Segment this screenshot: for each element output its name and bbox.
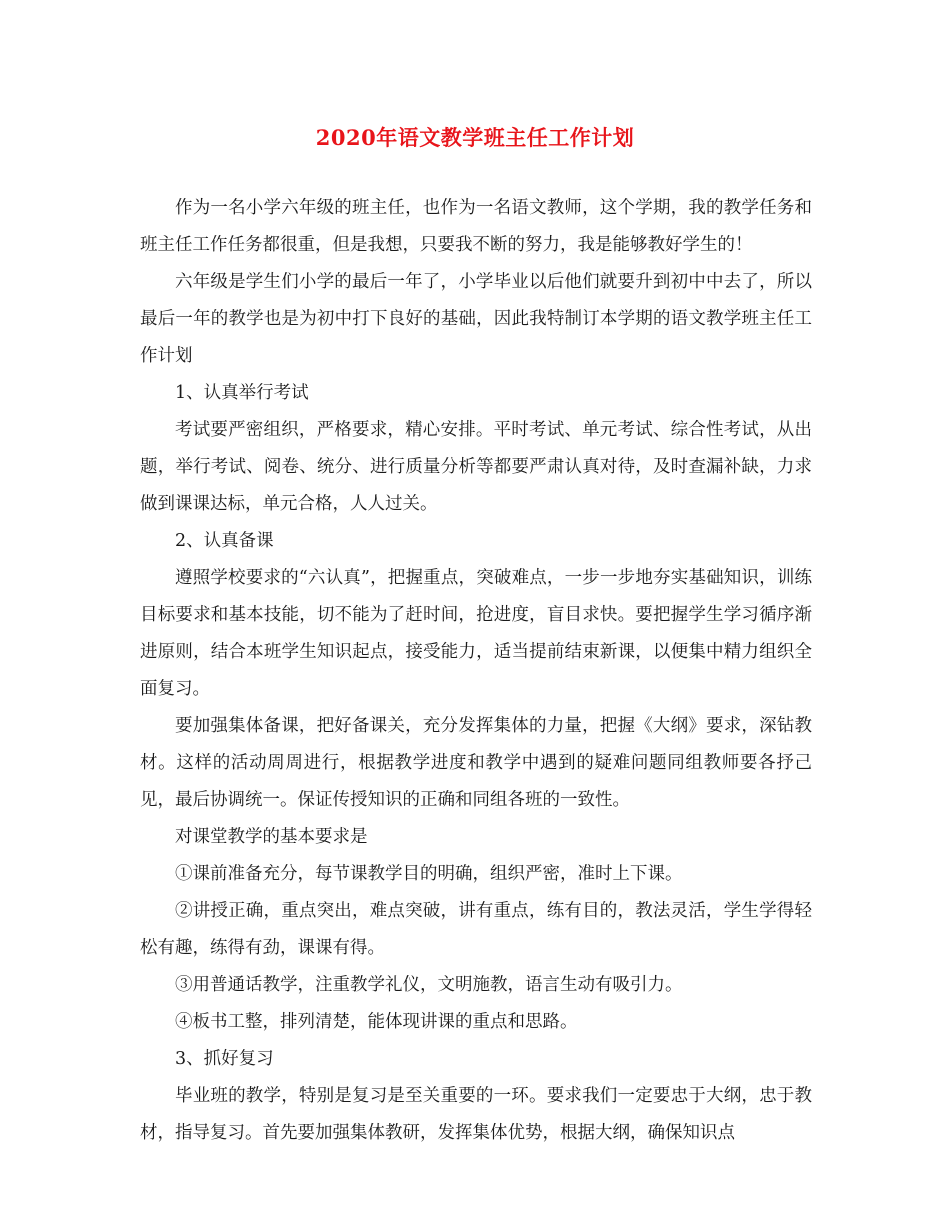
paragraph-intro: 作为一名小学六年级的班主任，也作为一名语文教师，这个学期，我的教学任务和班主任工作任务都很重，但是我想，只要我不断的努力，我是能够教好学生的！ <box>140 198 812 255</box>
list-item-requirement-2: ②讲授正确，重点突出，难点突破，讲有重点，练有目的，教法灵活，学生学得轻松有趣，练得有劲，课课有得。 <box>140 901 812 958</box>
paragraph-collective-prep: 要加强集体备课，把好备课关，充分发挥集体的力量，把握《大纲》要求，深钻教材。这样的活动周周进行，根据教学进度和教学中遇到的疑难问题同组教师要各抒己见，最后协调统一。保证传授知识的正确和同组各班的一致性。 <box>140 716 812 810</box>
section-heading-exams: 1、认真举行考试 <box>175 383 309 403</box>
list-item-requirement-4: ④板书工整，排列清楚，能体现讲课的重点和思路。 <box>175 1012 578 1032</box>
document-body <box>140 190 812 1152</box>
paragraph-lesson-prep: 遵照学校要求的“六认真”，把握重点，突破难点，一步一步地夯实基础知识，训练目标要求和基本技能，切不能为了赶时间，抢进度，盲目求快。要把握学生学习循序渐进原则，结合本班学生知识起点，接受能力，适当提前结束新课，以便集中精力组织全面复习。 <box>140 568 812 699</box>
section-heading-review: 3、抓好复习 <box>175 1049 274 1069</box>
paragraph-classroom-requirements: 对课堂教学的基本要求是 <box>175 827 368 847</box>
list-item-requirement-3: ③用普通话教学，注重教学礼仪，文明施教，语言生动有吸引力。 <box>175 975 683 995</box>
paragraph-background: 六年级是学生们小学的最后一年了，小学毕业以后他们就要升到初中中去了，所以最后一年的教学也是为初中打下良好的基础，因此我特制订本学期的语文教学班主任工作计划 <box>140 272 812 366</box>
paragraph-review: 毕业班的教学，特别是复习是至关重要的一环。要求我们一定要忠于大纲，忠于教材，指导复习。首先要加强集体教研，发挥集体优势，根据大纲，确保知识点 <box>140 1086 812 1143</box>
paragraph-exams: 考试要严密组织，严格要求，精心安排。平时考试、单元考试、综合性考试，从出题，举行考试、阅卷、统分、进行质量分析等都要严肃认真对待，及时查漏补缺，力求做到课课达标，单元合格，人人过关。 <box>140 420 812 514</box>
section-heading-lesson-prep: 2、认真备课 <box>175 531 274 551</box>
document-title: 2020年语文教学班主任工作计划 <box>315 125 635 150</box>
list-item-requirement-1: ①课前准备充分，每节课教学目的明确，组织严密，准时上下课。 <box>175 864 683 884</box>
